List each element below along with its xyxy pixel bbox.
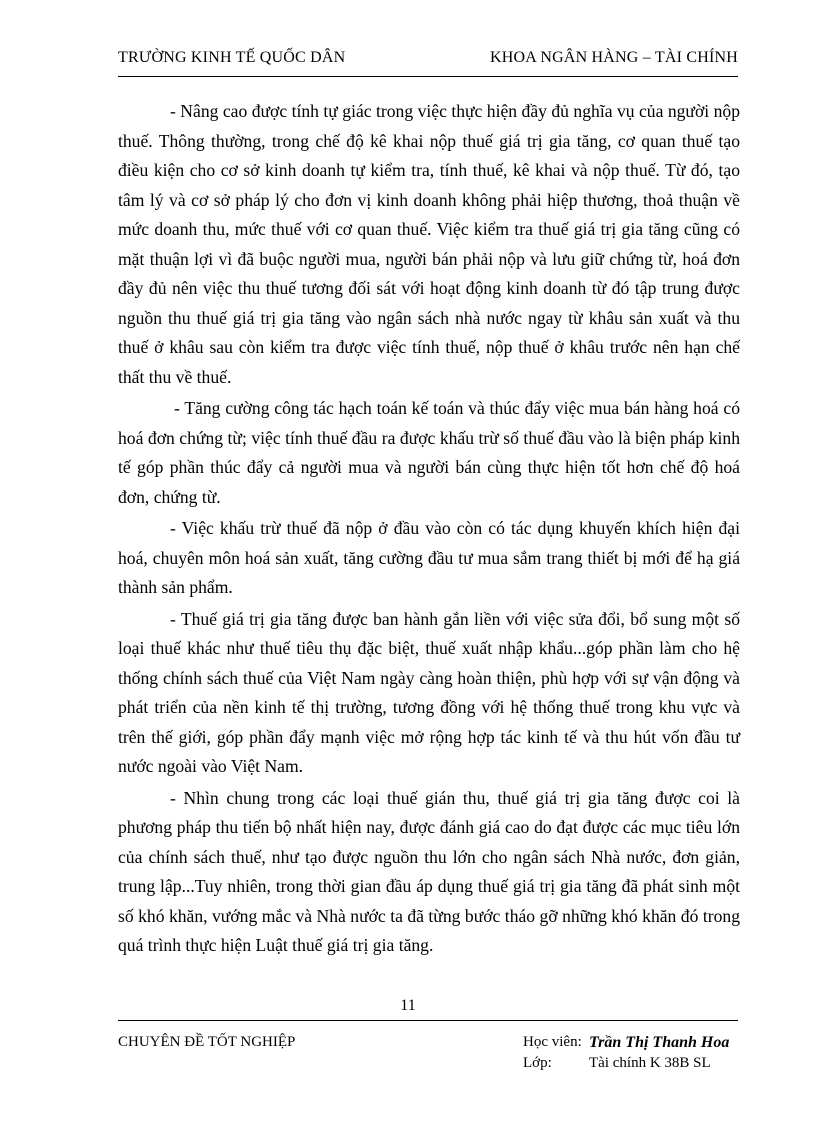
paragraph-conclusion: - Nhìn chung trong các loại thuế gián thu, thuế giá trị gia tăng được coi là phương pháp thu tiến bộ nhất hiện nay, được đánh giá cao do đạt được các mục tiêu lớn của chính sách thuế, như tạo được nguồn thu lớn cho ngân sách Nhà nước, đơn giản, trung lập...Tuy nhiên, trong thời gian đầu áp dụng thuế giá trị gia tăng đã phát sinh một số khó khăn, vướng mắc và Nhà nước ta đã từng bước tháo gỡ những khó khăn đó trong quá trình thực hiện Luật thuế giá trị gia tăng. <box>118 787 740 955</box>
paragraph-tax-system: - Thuế giá trị gia tăng được ban hành gắn liền với việc sửa đổi, bổ sung một số loại thuế khác như thuế tiêu thụ đặc biệt, thuế xuất nhập khẩu...góp phần làm cho hệ thống chính sách thuế của Việt Nam ngày càng hoàn thiện, phù hợp với sự vận động và phát triển của nền kinh tế thị trường, tương đồng với hệ thống thuế trong khu vực và trên thế giới, góp phần đẩy mạnh việc mở rộng hợp tác kinh tế và thu hút vốn đầu tư nước ngoài vào Việt Nam. <box>118 608 740 776</box>
page-header <box>118 49 738 73</box>
paragraph-modernization: - Việc khấu trừ thuế đã nộp ở đầu vào còn có tác dụng khuyến khích hiện đại hoá, chuyên môn hoá sản xuất, tăng cường đầu tư mua sắm trang thiết bị mới để hạ giá thành sản phẩm. <box>118 518 740 597</box>
header-faculty-name: KHOA NGÂN HÀNG – TÀI CHÍNH <box>489 49 738 66</box>
class-label: Lớp: <box>523 1055 552 1071</box>
footer-thesis-label: CHUYÊN ĐỀ TỐT NGHIỆP <box>118 1034 296 1050</box>
footer-divider <box>118 1020 738 1021</box>
student-name: Trần Thị Thanh Hoa <box>589 1034 730 1051</box>
paragraph-taxpayer-awareness: - Nâng cao được tính tự giác trong việc thực hiện đầy đủ nghĩa vụ của người nộp thuế. Thông thường, trong chế độ kê khai nộp thuế giá trị gia tăng, cơ quan thuế tạo điều kiện cho cơ sở kinh doanh tự kiểm tra, tính thuế, kê khai và nộp thuế. Từ đó, tạo tâm lý và cơ sở pháp lý cho đơn vị kinh doanh không phải hiệp thương, thoả thuận về mức doanh thu, mức thuế với cơ quan thuế. Việc kiểm tra thuế giá trị gia tăng cũng có mặt thuận lợi vì đã buộc người mua, người bán phải nộp và lưu giữ chứng từ, hoá đơn đầy đủ nên việc thu thuế tương đối sát với hoạt động kinh doanh từ đó tập trung được nguồn thu thuế giá trị gia tăng vào ngân sách nhà nước ngay từ khâu sản xuất và thu thuế ở khâu sau còn kiểm tra được việc tính thuế, nộp thuế ở khâu trước nên hạn chế thất thu về thuế. <box>118 101 740 387</box>
header-divider <box>118 76 738 77</box>
student-label: Học viên: <box>523 1034 582 1050</box>
class-value: Tài chính K 38B SL <box>589 1055 711 1071</box>
header-school-name: TRƯỜNG KINH TẾ QUỐC DÂN <box>118 49 346 66</box>
document-body <box>118 97 740 961</box>
paragraph-accounting: - Tăng cường công tác hạch toán kế toán và thúc đẩy việc mua bán hàng hoá có hoá đơn chứng từ; việc tính thuế đầu ra được khấu trừ số thuế đầu vào là biện pháp kinh tế góp phần thúc đẩy cả người mua và người bán cùng thực hiện tốt hơn chế độ hoá đơn, chứng từ. <box>118 398 740 507</box>
page-number: 11 <box>400 997 416 1014</box>
